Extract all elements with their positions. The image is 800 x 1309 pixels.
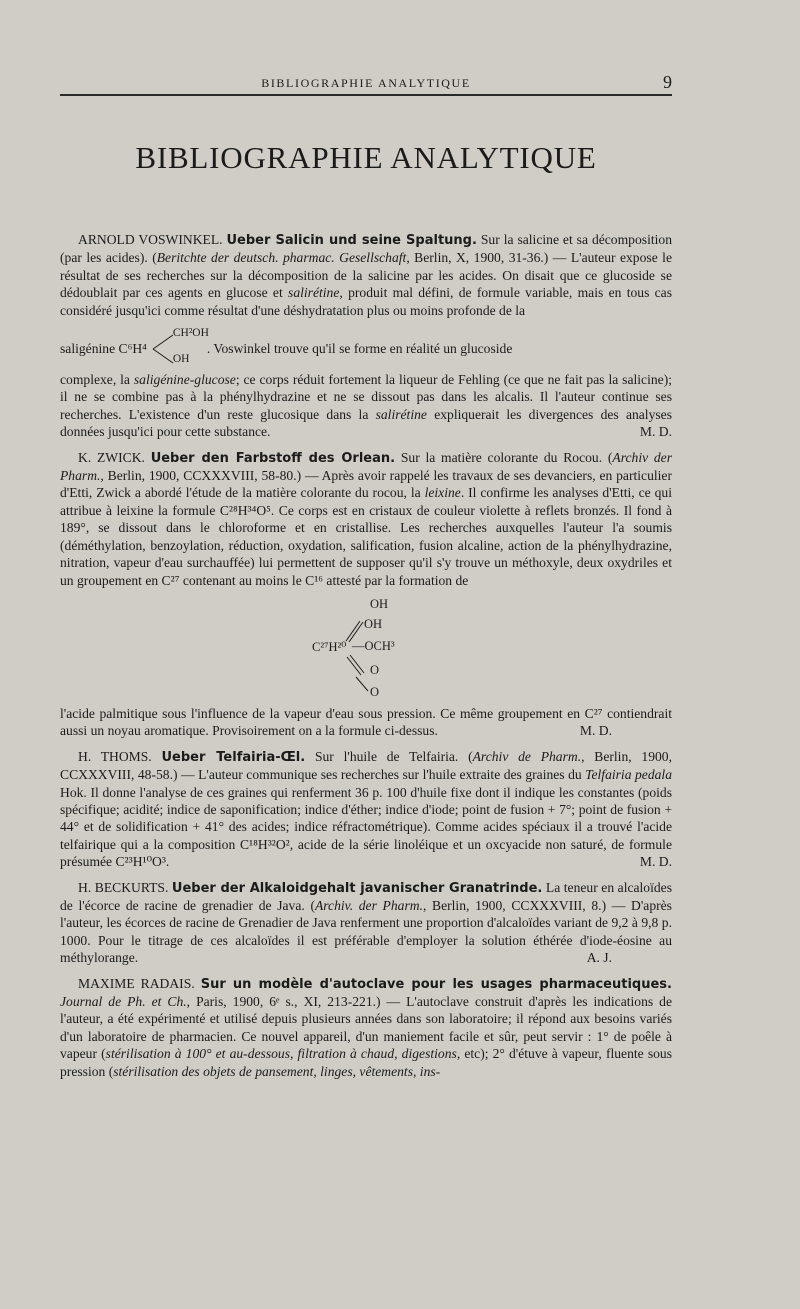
abstract-paragraph: ARNOLD VOSWINKEL. Ueber Salicin und seine Spaltung. Sur la salicine et sa décomposition (par les acides). (Beritchte der deutsch. pharmac. Gesellschaft, Berlin, X, 1900, 31-36.) — L'auteur expose le résultat de ses recherches sur la décomposition de la salicine par les acides. On disait que ce glucoside se dédoublait par ces agents en glucose et salirétine, produit mal défini, de formule variable, mais en tous cas considéré jusqu'ici comme résultat d'une déshydratation plus ou moins profonde de la <box>60 232 673 318</box>
abstract-zwick <box>60 449 672 740</box>
formula-group-oh-1: OH <box>370 596 389 611</box>
signature: M. D. <box>579 723 612 739</box>
article-title: Sur un modèle d'autoclave pour les usages pharmaceutiques. <box>200 976 672 992</box>
article-title: Ueber den Farbstoff des Orlean. <box>150 450 396 466</box>
signature: A. J. <box>586 950 612 966</box>
page-number: 9 <box>663 72 672 92</box>
abstract-thoms <box>60 748 672 871</box>
formula-bottom-group: OH <box>172 353 190 366</box>
author-name: ARNOLD VOSWINKEL. <box>78 232 223 247</box>
formula-top-group: CH²OH <box>172 327 209 340</box>
author-name: K. ZWICK. <box>78 449 145 465</box>
formula-group-oh-2: OH <box>364 616 383 631</box>
term: leixine <box>424 485 461 501</box>
abstract-paragraph: H. BECKURTS. Ueber der Alkaloidgehalt javanischer Granatrinde. La teneur en alcaloïdes de l'écorce de racine de grenadier de Java. (Archiv. der Pharm., Berlin, 1900, CCXXXVIII, 8.) — D'après l'auteur, les écorces de racine de Grenadier de Java renferment une proportion d'alcaloïdes variant de 9,2 à 9,8 p. 1000. Pour le titrage de ces alcaloïdes il est préférable d'employer la solution éthérée d'iode-éosine au méthylorange. A. J. <box>60 879 673 966</box>
author-name: MAXIME RADAIS. <box>78 975 195 991</box>
journal-name: Archiv der Pharm. <box>60 449 673 484</box>
abstract-paragraph: MAXIME RADAIS. Sur un modèle d'autoclave pour les usages pharmaceutiques. Journal de Ph. et Ch., Paris, 1900, 6ᵉ s., XI, 213-221.) — L'autoclave construit d'après les indications de l'auteur, a été expérimenté et utilisé depuis plusieurs années dans son laboratoire; il répond aux besoins variés d'un laboratoire de pharmacien. Ce nouvel appareil, d'un maniement facile et sûr, peut servir : 1° de poêle à vapeur (stérilisation à 100° et au-dessous, filtration à chaud, digestions, etc); 2° d'étuve à vapeur, fluente sous pression (stérilisation des objets de pansement, linges, vêtements, ins- <box>60 975 672 1079</box>
journal-name: Archiv. der Pharm. <box>314 897 423 913</box>
formula-core: C²⁷H²⁰ <box>312 639 347 654</box>
abstract-paragraph: complexe, la saligénine-glucose; ce corps réduit fortement la liqueur de Fehling (ce que ne fait pas la salicine); il ne se combine pas à la phénylhydrazine et ne se dissout pas dans les alcalis. Il l'auteur continue ses recherches. L'existence d'un reste glucosique dans la salirétine expliquerait les divergences des analyses données jusqu'ici pour cette substance. M. D. <box>60 372 672 440</box>
abstract-paragraph: H. THOMS. Ueber Telfairia-Œl. Sur l'huile de Telfairia. (Archiv de Pharm., Berlin, 1900, CCXXXVIII, 48-58.) — L'auteur communique ses recherches sur l'huile extraite des graines du Telfairia pedala Hok. Il donne l'analyse de ces graines qui renferment 36 p. 100 d'huile fixe dont il indique les constantes (poids spécifique; acidité; indice de saponification; indice d'éther; indice d'iode; point de fusion + 7°; point de fusion + 44° et de solidification + 41° des acides; indice réfractométrique). Comme acides spéciaux il a trouvé l'acide telfairique qui a la composition C¹⁸H³²O², acide de la série linoléique et un oxcyacide non saturé, de formule présumée C²³H¹⁰O³. M. D. <box>60 748 672 870</box>
author-name: H. BECKURTS. <box>78 879 169 895</box>
abstract-list <box>60 231 672 1088</box>
formula-name: saligénine C⁶H⁴ <box>60 341 147 357</box>
signature: M. D. <box>639 854 672 870</box>
abstract-paragraph: l'acide palmitique sous l'influence de la vapeur d'eau sous pression. Ce même groupement en C²⁷ contiendrait aussi un noyau aromatique. Provisoirement on a la formule ci-dessus. M. D. <box>60 705 672 739</box>
abstract-beckurts <box>60 879 672 967</box>
journal-name: Beritchte der deutsch. pharmac. Gesellschaft <box>156 250 407 266</box>
article-title: Ueber Salicin und seine Spaltung. <box>226 233 477 248</box>
abstract-paragraph: K. ZWICK. Ueber den Farbstoff des Orlean. Sur la matière colorante du Rocou. (Archiv der Pharm., Berlin, 1900, CCXXXVIII, 58-80.) — Après avoir rappelé les travaux de ses devanciers, en particulier d'Etti, Zwick a abordé l'étude de la matière colorante du rocou, la leixine. Il confirme les analyses d'Etti, ce qui attribue à leixine la formule C²⁸H³⁴O⁵. Ce corps est en cristaux de couleur violette à reflets bronzés. Il fond à 189°, se dissout dans le chloroforme et en cristallise. Les recherches auxquelles l'auteur l'a soumis (déméthylation, benzoylation, réduction, oxydation, salification, fusion alcaline, action de la phénylhydrazine, nitration, vapeur d'eau surchauffée) lui permettent de supposer qu'il s'y trouve un méthoxyle, deux oxydriles et un groupement en C²⁷ contenant au moins le C¹⁶ attesté par la formation de <box>60 449 673 588</box>
abstract-voswinkel <box>60 231 672 441</box>
abstract-radais <box>60 975 672 1080</box>
section-title: BIBLIOGRAPHIE ANALYTIQUE <box>135 140 597 175</box>
formula-group-o-1: O <box>370 662 380 677</box>
running-header <box>60 74 672 96</box>
term: salirétine <box>288 285 340 301</box>
term: Telfairia pedala <box>585 767 672 783</box>
journal-name: Journal de Ph. et Ch. <box>60 994 187 1009</box>
author-name: H. THOMS. <box>78 748 152 764</box>
term: saligénine-glucose <box>133 372 236 388</box>
formula-continuation: . Voswinkel trouve qu'il se forme en réalité un glucoside <box>206 341 513 357</box>
article-title: Ueber der Alkaloidgehalt javanischer Granatrinde. <box>171 880 543 896</box>
term: stérilisation des objets de pansement, linges, vêtements, ins- <box>113 1063 441 1079</box>
signature: M. D. <box>639 424 672 440</box>
journal-name: Archiv de Pharm. <box>472 748 582 764</box>
formula-group-o-2: O <box>370 684 380 699</box>
article-title: Ueber Telfairia-Œl. <box>161 749 306 765</box>
formula-group-methoxy: —OCH³ <box>352 638 395 653</box>
running-title: BIBLIOGRAPHIE ANALYTIQUE <box>261 76 471 90</box>
formula-branch <box>151 327 209 369</box>
term: salirétine <box>375 406 427 422</box>
term: stérilisation à 100° et au-dessous, filtration à chaud, digestions <box>105 1046 457 1062</box>
orlean-formula <box>60 597 672 701</box>
saligenine-formula <box>60 327 672 371</box>
